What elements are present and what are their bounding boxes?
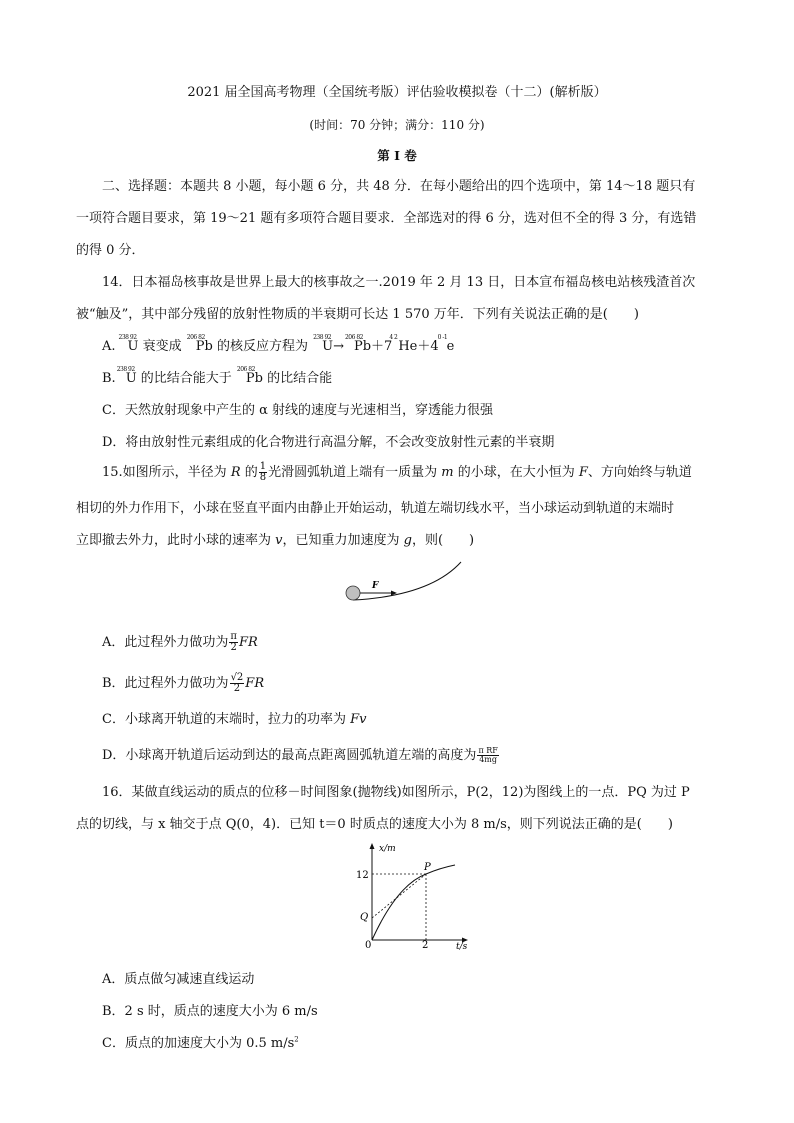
- q15-b-tail: FR: [245, 676, 265, 691]
- page-title: 2021 届全国高考物理（全国统考版）评估验收模拟卷（十二）(解析版）: [187, 85, 607, 100]
- q16-stem-2: 点的切线，与 x 轴交于点 Q(0，4)．已知 t＝0 时质点的速度大小为 8 m/s，则下列说法正确的是( ): [76, 817, 673, 832]
- q15-r: R: [230, 465, 241, 480]
- q15-a-frac: [229, 632, 238, 653]
- q14-a-eq: 的核反应方程为: [212, 339, 313, 354]
- q15-d-frac: [477, 747, 498, 764]
- q15-option-a: [102, 631, 258, 653]
- x-axis-label: t/s: [456, 942, 468, 952]
- q14-a-pb2: Pb＋7: [353, 339, 393, 354]
- q15-a-num: π: [230, 631, 237, 642]
- iso-e-0: 0 -1: [437, 334, 448, 341]
- q14-option-b: [102, 367, 332, 386]
- instruction-line-1: 二、选择题：本题共 8 小题，每小题 6 分，共 48 分．在每小题给出的四个选项中，第 14～18 题只有: [102, 179, 696, 194]
- iso-pb-206: 206 82: [186, 334, 205, 341]
- y-axis-label: x/m: [379, 844, 396, 854]
- q15-stem-3a: 立即撤去外力，此时小球的速率为: [76, 533, 276, 548]
- q15-c-tail: Fv: [350, 712, 367, 727]
- point-p-label: P: [424, 862, 431, 873]
- q15-stem-1e: 、方向始终与轨道: [587, 465, 692, 480]
- frac-den: 8: [259, 472, 267, 483]
- q15-b-num: √2: [230, 672, 244, 683]
- q14-b-label: B.: [102, 371, 116, 386]
- q15-stem-1a: 15.如图所示，半径为: [102, 465, 231, 480]
- q15-a-den: 2: [230, 642, 237, 653]
- y-arrow-icon: [370, 843, 375, 849]
- q14-b-pb: Pb 的比结合能: [245, 371, 333, 386]
- q14-a-e: e: [446, 339, 455, 354]
- q15-stem-3c: ，则( ): [411, 533, 475, 548]
- point-q-label: Q: [360, 912, 369, 923]
- tick-12: 12: [356, 870, 369, 881]
- q15-stem-1c: 光滑圆弧轨道上端有一质量为: [268, 465, 442, 480]
- q15-a-text: A．此过程外力做功为: [102, 635, 229, 650]
- q15-option-c: [102, 708, 366, 727]
- q16-c-text: C．质点的加速度大小为 0.5 m/s: [102, 1036, 295, 1051]
- q15-b-den: 2: [233, 683, 241, 694]
- iso-pb-206-c: 206 82: [236, 366, 255, 373]
- section-heading: 第 I 卷: [377, 148, 417, 163]
- origin-label: 0: [365, 940, 372, 951]
- iso-u-238-b: 238 92: [313, 334, 332, 341]
- iso-pb-206-b: 206 82: [344, 334, 363, 341]
- q15-stem-1d: 的小球，在大小恒为: [453, 465, 579, 480]
- q14-option-c: C．天然放射现象中产生的 α 射线的速度与光速相当，穿透能力很强: [102, 403, 493, 418]
- q15-stem-1: [102, 461, 692, 483]
- q14-option-d: D．将由放射性元素组成的化合物进行高温分解，不会改变放射性元素的半衰期: [102, 435, 555, 450]
- q14-option-a: [102, 335, 454, 354]
- iso-u-238-c: 238 92: [116, 366, 135, 373]
- q16-option-a: A．质点做匀减速直线运动: [102, 972, 255, 987]
- q14-stem-1: 14．日本福岛核事故是世界上最大的核事故之一.2019 年 2 月 13 日，日本宣布福岛核电站核残渣首次: [102, 275, 696, 290]
- q15-f: F: [578, 465, 588, 480]
- q15-stem-3b: ，已知重力加速度为: [282, 533, 404, 548]
- instruction-line-2: 一项符合题目要求，第 19～21 题有多项符合题目要求．全部选对的得 6 分，选对但不全的得 3 分，有选错: [76, 211, 697, 226]
- q15-d-num: π RF: [478, 746, 498, 755]
- q15-option-b: [102, 672, 264, 694]
- iso-he-4: 4 2: [389, 334, 398, 341]
- q16-option-b: B．2 s 时，质点的速度大小为 6 m/s: [102, 1004, 318, 1019]
- q15-b-frac: [230, 673, 245, 694]
- q16-c-exponent: 2: [294, 1035, 299, 1044]
- q15-stem-1b: 的: [240, 465, 258, 480]
- q15-stem-3: [76, 529, 474, 548]
- q16-xt-graph: [355, 840, 475, 955]
- q15-v: v: [275, 533, 283, 548]
- iso-u-238: 238 92: [118, 334, 137, 341]
- q15-c-text: C．小球离开轨道的末端时，拉力的功率为: [102, 712, 351, 727]
- tangent-line: [372, 874, 426, 918]
- force-label: F: [372, 581, 379, 591]
- q14-a-he: He＋4: [398, 339, 439, 354]
- arc-track: [353, 562, 461, 600]
- q16-stem-1: 16．某做直线运动的质点的位移－时间图象(抛物线)如图所示，P(2，12)为图线上的一点．PQ 为过 P: [102, 785, 690, 800]
- exam-info: (时间：70 分钟；满分：110 分): [309, 118, 485, 132]
- q15-d-den: 4mg: [479, 755, 498, 764]
- q14-a-u2: U→: [322, 339, 344, 354]
- q15-track-figure: [335, 558, 475, 613]
- q15-d-text: D．小球离开轨道后运动到达的最高点距离圆弧轨道左端的高度为: [102, 748, 477, 763]
- parabola-curve: [372, 865, 455, 940]
- q14-a-mid: 衰变成: [138, 339, 186, 354]
- q14-b-u: U 的比结合能大于: [125, 371, 236, 386]
- q15-g: g: [403, 533, 412, 548]
- q15-m: m: [441, 465, 454, 480]
- q15-option-d: [102, 744, 500, 764]
- q14-a-u: U: [127, 339, 139, 354]
- instruction-line-3: 的得 0 分．: [76, 243, 145, 258]
- q14-a-label: A.: [102, 339, 116, 354]
- q16-option-c: [102, 1032, 299, 1051]
- ball-icon: [346, 586, 360, 600]
- frac-num: 1: [259, 461, 267, 472]
- tick-2: 2: [422, 940, 429, 951]
- q15-b-text: B．此过程外力做功为: [102, 676, 229, 691]
- q14-a-pb: Pb: [195, 339, 213, 354]
- q15-a-tail: FR: [238, 635, 258, 650]
- q14-stem-2: 被“触及”，其中部分残留的放射性物质的半衰期可长达 1 570 万年．下列有关说法正确的是( ): [76, 307, 639, 322]
- q15-fraction: [259, 462, 267, 483]
- q15-stem-2: 相切的外力作用下，小球在竖直平面内由静止开始运动，轨道左端切线水平，当小球运动到轨道的末端时: [76, 501, 675, 516]
